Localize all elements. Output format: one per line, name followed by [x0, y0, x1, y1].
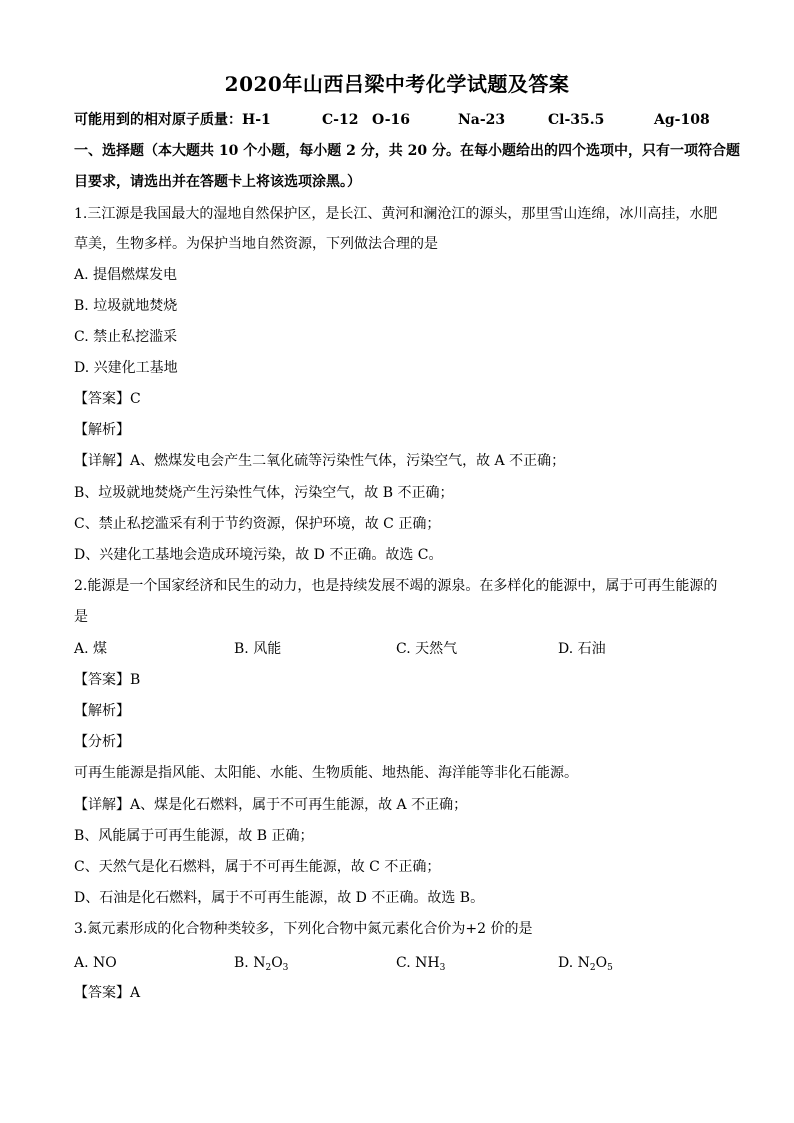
q1-option-a: A. 提倡燃煤发电: [74, 267, 178, 283]
atomic-mass-na: Na-23: [458, 112, 506, 128]
q2-fenxi-text: 可再生能源是指风能、太阳能、水能、生物质能、地热能、海洋能等非化石能源。: [74, 765, 578, 781]
atomic-mass-cl: Cl-35.5: [548, 112, 605, 128]
section-heading-line2: 目要求，请选出并在答题卡上将该选项涂黑。）: [74, 174, 361, 190]
q1-option-d: D. 兴建化工基地: [74, 360, 178, 376]
q1-detail-1: 【详解】A、燃煤发电会产生二氧化硫等污染性气体，污染空气，故 A 不正确；: [74, 453, 566, 469]
q2-option-d: D. 石油: [558, 641, 606, 657]
q2-option-b: B. 风能: [234, 641, 282, 657]
q1-analysis-label: 【解析】: [74, 422, 130, 438]
q1-answer: 【答案】C: [74, 391, 141, 407]
q1-option-b: B. 垃圾就地焚烧: [74, 298, 178, 314]
q2-detail-3: C、天然气是化石燃料，属于不可再生能源，故 C 不正确；: [74, 859, 441, 875]
q3-stem: 3.氮元素形成的化合物种类较多，下列化合物中氮元素化合价为+2 价的是: [74, 921, 533, 937]
q1-detail-2: B、垃圾就地焚烧产生污染性气体，污染空气，故 B 不正确；: [74, 485, 454, 501]
atomic-mass-label: 可能用到的相对原子质量：H-1: [74, 112, 271, 128]
q2-option-c: C. 天然气: [396, 641, 458, 657]
q2-detail-4: D、石油是化石燃料，属于不可再生能源，故 D 不正确。故选 B。: [74, 890, 485, 906]
q1-stem-line2: 草美，生物多样。为保护当地自然资源，下列做法合理的是: [74, 236, 438, 252]
q1-stem-line1: 1.三江源是我国最大的湿地自然保护区，是长江、黄河和澜沧江的源头，那里雪山连绵，冰川高挂，水肥: [74, 206, 718, 222]
q2-stem-line1: 2.能源是一个国家经济和民生的动力，也是持续发展不竭的源泉。在多样化的能源中，属于可再生能源的: [74, 578, 718, 594]
q1-option-c: C. 禁止私挖滥采: [74, 329, 178, 345]
q2-stem-line2: 是: [74, 609, 88, 625]
page-title: 2020年山西吕梁中考化学试题及答案: [224, 72, 570, 96]
q2-option-a: A. 煤: [74, 641, 108, 657]
q2-detail-1: 【详解】A、煤是化石燃料，属于不可再生能源，故 A 不正确；: [74, 797, 468, 813]
atomic-mass-ag: Ag-108: [654, 112, 710, 128]
q2-fenxi-label: 【分析】: [74, 734, 130, 750]
section-heading-line1: 一、选择题（本大题共 10 个小题，每小题 2 分，共 20 分。在每小题给出的四个选项中，只有一项符合题: [74, 143, 740, 159]
q3-option-d: D. $N_2O_5$: [558, 955, 613, 973]
q3-option-b: B. $N_2O_3$: [234, 955, 289, 973]
q3-answer: 【答案】A: [74, 985, 141, 1001]
q2-detail-2: B、风能属于可再生能源，故 B 正确；: [74, 828, 314, 844]
q1-detail-3: C、禁止私挖滥采有利于节约资源，保护环境，故 C 正确；: [74, 516, 441, 532]
q2-answer: 【答案】B: [74, 672, 141, 688]
atomic-mass-c: C-12: [322, 112, 359, 128]
q2-analysis-label: 【解析】: [74, 703, 130, 719]
q3-option-a: A. NO: [74, 955, 117, 971]
q1-detail-4: D、兴建化工基地会造成环境污染，故 D 不正确。故选 C。: [74, 547, 443, 563]
atomic-mass-o: O-16: [372, 112, 411, 128]
q3-option-c: C. $NH_3$: [396, 955, 446, 973]
